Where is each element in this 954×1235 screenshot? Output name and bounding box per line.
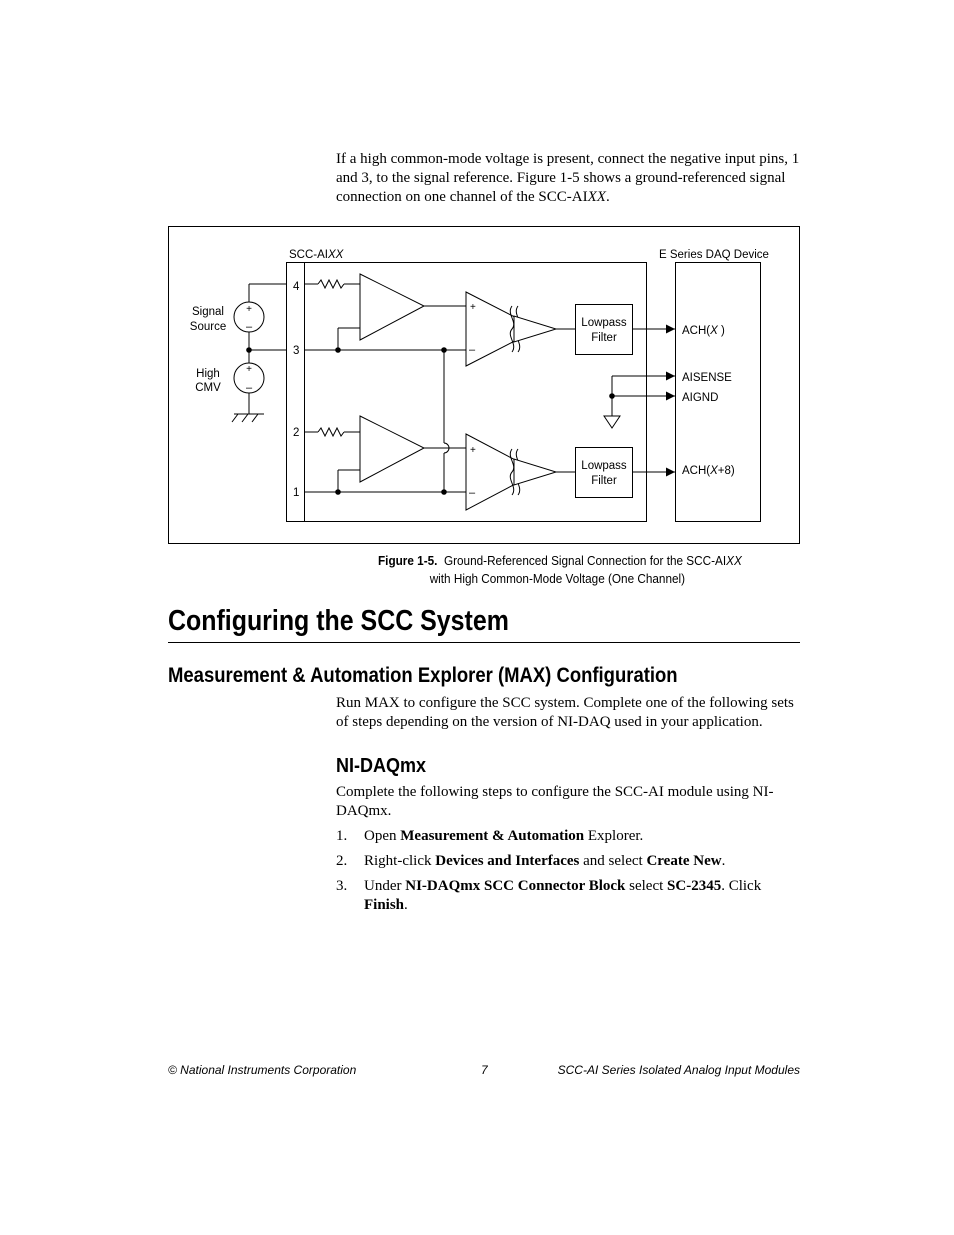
- step-text: .: [404, 897, 408, 913]
- footer-copyright: © National Instruments Corporation: [168, 1063, 357, 1077]
- ach-x8-label: ACH(X+8): [682, 465, 735, 477]
- subsection-title: Measurement & Automation Explorer (MAX) Configuration: [168, 664, 678, 687]
- list-item: [336, 852, 802, 871]
- pin-3: 3: [293, 345, 300, 357]
- step-text: Explorer.: [584, 828, 644, 844]
- signal-source-label: Signal Source: [189, 306, 227, 333]
- daqmx-title: NI-DAQmx: [336, 755, 427, 777]
- step-bold: Create New: [646, 853, 722, 869]
- footer-page-number: 7: [481, 1063, 488, 1077]
- step-text: . Click: [721, 878, 762, 894]
- lowpass-filter-upper: [576, 305, 633, 355]
- ach-x-label: ACH(X ): [682, 325, 725, 337]
- high-cmv-plus: +: [246, 364, 252, 375]
- ground-icon: [604, 416, 620, 428]
- step-text: Open: [364, 828, 401, 844]
- iso-upper-minus: –: [469, 344, 476, 356]
- aisense-label: AISENSE: [682, 372, 732, 384]
- buffer-upper: [514, 316, 556, 342]
- intro-text-end: .: [605, 189, 610, 205]
- signal-source-minus: –: [245, 321, 253, 333]
- footer-doc-title: SCC-AI Series Isolated Analog Input Modules: [557, 1063, 800, 1077]
- lowpass-filter-lower: [576, 448, 633, 498]
- module-label: SCC-AIXX: [289, 249, 344, 261]
- chassis-ground-icon: [232, 414, 264, 422]
- pin-2: 2: [293, 427, 300, 439]
- resistor-upper: [318, 280, 344, 288]
- max-paragraph: Run MAX to configure the SCC system. Complete one of the following sets of steps depending on the version of NI-DAQ used in your application.: [336, 695, 794, 730]
- iso-lower-plus: +: [470, 445, 476, 456]
- pin-1: 1: [293, 487, 300, 499]
- caption-label: Figure 1-5.: [378, 554, 438, 568]
- intro-paragraph: [336, 150, 802, 207]
- list-item: [336, 827, 802, 846]
- step-number: 3.: [336, 878, 348, 894]
- high-cmv-label: High CMV: [195, 368, 221, 394]
- filter-lower-line1: Lowpass: [581, 460, 627, 472]
- step-bold: Measurement & Automation: [400, 828, 585, 844]
- amplifier-lower: [360, 416, 424, 482]
- resistor-lower: [318, 428, 344, 436]
- amplifier-upper: [360, 274, 424, 340]
- iso-upper-plus: +: [470, 302, 476, 313]
- device-label: E Series DAQ Device: [659, 249, 769, 261]
- step-text: and select: [579, 853, 647, 869]
- signal-source-plus: +: [246, 304, 252, 315]
- daqmx-paragraph: Complete the following steps to configure the SCC-AI module using NI-DAQmx.: [336, 784, 774, 819]
- caption-model-suffix: XX: [726, 554, 742, 568]
- high-cmv-minus: –: [245, 382, 253, 394]
- list-item: [336, 877, 802, 915]
- step-number: 1.: [336, 828, 348, 844]
- aignd-label: AIGND: [682, 392, 719, 404]
- step-bold: SC-2345: [667, 878, 722, 894]
- step-bold: NI-DAQmx SCC Connector Block: [405, 878, 626, 894]
- section-title: Configuring the SCC System: [168, 605, 509, 637]
- step-number: 2.: [336, 853, 348, 869]
- buffer-lower: [514, 459, 556, 485]
- step-text: select: [625, 878, 668, 894]
- figure-caption: [378, 552, 773, 588]
- figure-diagram: [168, 226, 800, 544]
- section-title-rule: [168, 642, 800, 643]
- filter-upper-line1: Lowpass: [581, 317, 627, 329]
- iso-lower-minus: –: [469, 487, 476, 499]
- caption-line1: Ground-Referenced Signal Connection for the SCC-AI: [443, 554, 727, 568]
- filter-lower-line2: Filter: [591, 475, 617, 487]
- intro-model-suffix: XX: [587, 189, 606, 205]
- steps-list: [336, 827, 802, 921]
- step-text: .: [721, 853, 726, 869]
- diagram-svg: [168, 226, 800, 544]
- pin-4: 4: [293, 281, 300, 293]
- step-bold: Finish: [364, 897, 405, 913]
- step-text: Right-click: [364, 853, 436, 869]
- step-text: Under: [364, 878, 406, 894]
- caption-line2: with High Common-Mode Voltage (One Channel): [429, 572, 686, 586]
- filter-upper-line2: Filter: [591, 332, 617, 344]
- intro-text: If a high common-mode voltage is present, connect the negative input pins, 1 and 3, to the signal reference. Figure 1-5 shows a ground-referenced signal connection on one channel of the SCC-AI: [336, 151, 800, 205]
- step-bold: Devices and Interfaces: [435, 853, 580, 869]
